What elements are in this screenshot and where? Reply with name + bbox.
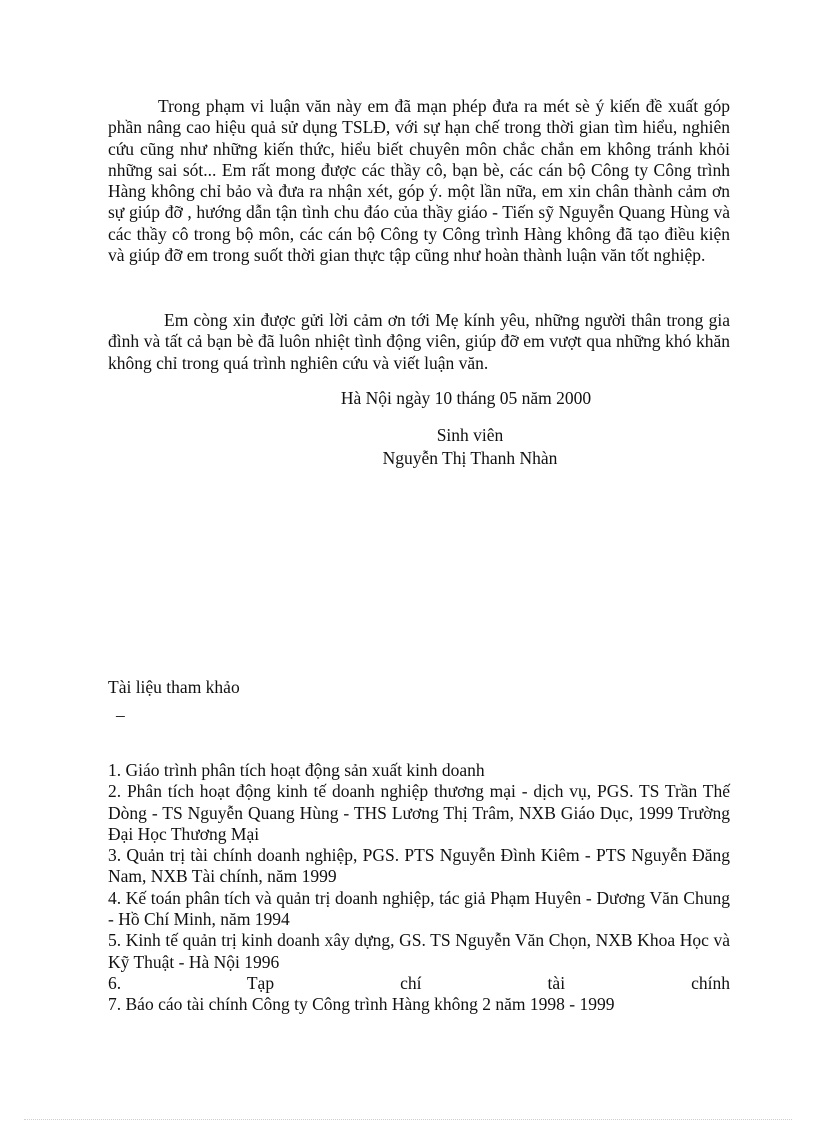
page-bottom-rule <box>24 1119 792 1120</box>
references-dash: – <box>116 705 125 725</box>
signature-role: Sinh viên <box>436 425 504 445</box>
paragraph-text: Em còng xin được gửi lời cảm ơn tới Mẹ kính yêu, những người thân trong gia đình và tất cả bạn bè đã luôn nhiệt tình động viên, giúp đỡ em vượt qua những khó khăn không chỉ trong quá trình nghiên cứu và viết luận văn. <box>108 310 730 373</box>
signature-date: Hà Nội ngày 10 tháng 05 năm 2000 <box>340 388 592 408</box>
reference-item: 6. Tạp chí tài chính <box>108 972 730 993</box>
reference-item: 7. Báo cáo tài chính Công ty Công trình Hàng không 2 năm 1998 - 1999 <box>108 994 615 1015</box>
body-paragraph-acknowledgement <box>108 96 730 266</box>
signature-name: Nguyễn Thị Thanh Nhàn <box>382 448 558 468</box>
reference-item: 5. Kinh tế quản trị kinh doanh xây dựng, GS. TS Nguyễn Văn Chọn, NXB Khoa Học và Kỹ Thuật - Hà Nội 1996 <box>108 930 730 972</box>
body-paragraph-thanks-family <box>108 310 730 374</box>
references-title: Tài liệu tham khảo <box>108 677 240 697</box>
reference-item: 1. Giáo trình phân tích hoạt động sản xuất kinh doanh <box>108 760 485 780</box>
paragraph-text: Trong phạm vi luận văn này em đã mạn phép đưa ra mét sè ý kiến đề xuất góp phần nâng cao hiệu quả sử dụng TSLĐ, với sự hạn chế trong thời gian tìm hiểu, nghiên cứu cũng như những kiến thức, hiểu biết chuyên môn chắc chắn em không tránh khỏi những sai sót... Em rất mong được các thầy cô, bạn bè, các cán bộ Công ty Công trình Hàng không chỉ bảo và đưa ra nhận xét, góp ý. một lần nữa, em xin chân thành cảm ơn sự giúp đỡ , hướng dẫn tận tình chu đáo của thầy giáo - Tiến sỹ Nguyễn Quang Hùng và các thầy cô trong bộ môn, các cán bộ Công ty Công trình Hàng không đã tạo điều kiện và giúp đỡ em trong suốt thời gian thực tập cũng như hoàn thành luận văn tốt nghiệp. <box>108 96 730 266</box>
reference-item: 4. Kế toán phân tích và quản trị doanh nghiệp, tác giả Phạm Huyên - Dương Văn Chung - Hồ Chí Minh, năm 1994 <box>108 887 730 930</box>
reference-item: 3. Quản trị tài chính doanh nghiệp, PGS. PTS Nguyễn Đình Kiêm - PTS Nguyễn Đăng Nam, NXB Tài chính, năm 1999 <box>108 845 730 887</box>
references-list <box>108 760 730 1016</box>
reference-item: 2. Phân tích hoạt động kinh tế doanh nghiệp thương mại - dịch vụ, PGS. TS Trần Thế Dòng - TS Nguyễn Quang Hùng - THS Lương Thị Trâm, NXB Giáo Dục, 1999 Trường Đại Học Thương Mại <box>108 781 730 844</box>
